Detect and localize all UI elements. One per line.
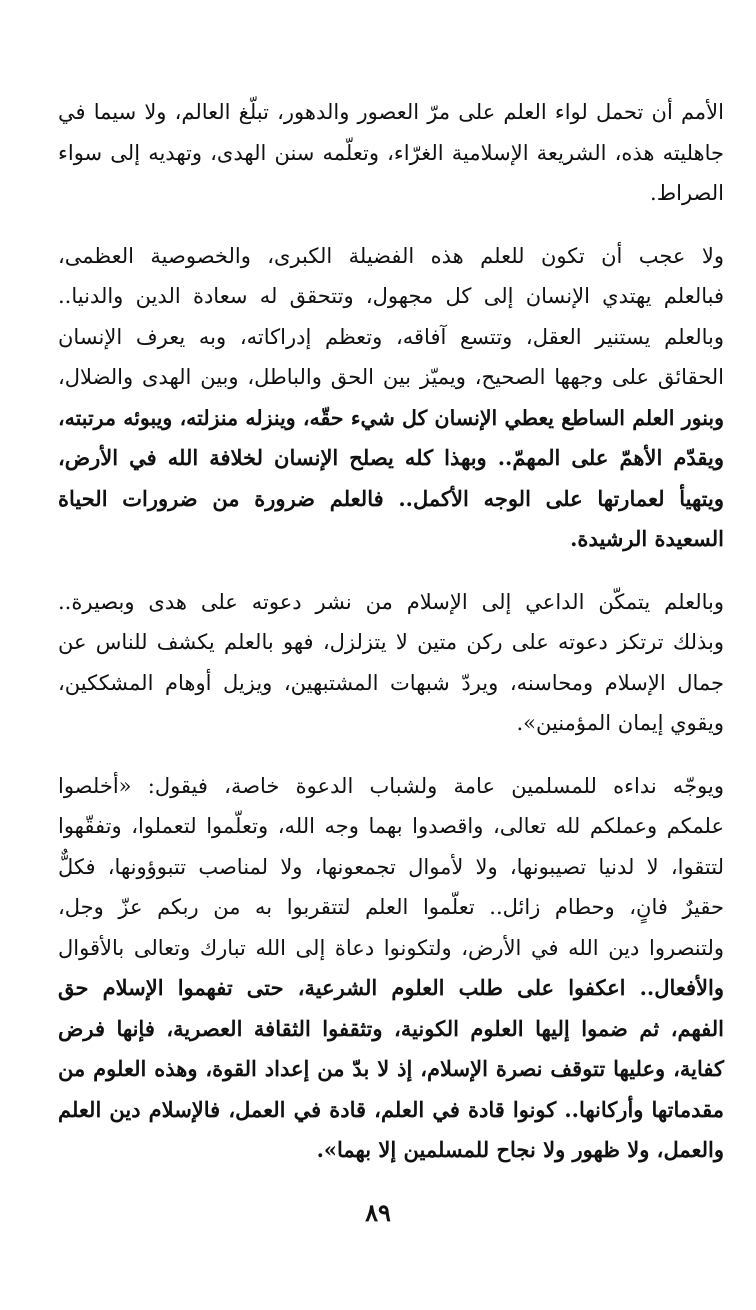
text-line: مقدماتها وأركانها.. كونوا قادة في العلم، قادة في العمل، فالإسلام دين العلم (58, 1096, 724, 1122)
text-line: وبنور العلم الساطع يعطي الإنسان كل شيء حقّه، وينزله منزلته، ويبوئه مرتبته، (58, 405, 724, 430)
page-number: ٨٩ (365, 1198, 391, 1227)
text-line: والعمل، ولا ظهور ولا نجاح للمسلمين إلا بهما». (316, 1137, 724, 1162)
text-line: الصراط. (650, 181, 724, 205)
text-line: السعيدة الرشيدة. (570, 526, 724, 551)
paragraph-4 (58, 766, 724, 1171)
text-line: علمكم وعملكم لله تعالى، واقصدوا بهما وجه الله، وتعلّموا لتعملوا، وتفقّهوا (58, 814, 724, 838)
page-body (58, 92, 724, 1193)
paragraph-1 (58, 92, 724, 214)
paragraph-3 (58, 582, 724, 744)
text-line: حقيرٌ فانٍ، وحطام زائل.. تعلّموا العلم لتتقربوا به من ربكم عزّ وجل، (58, 895, 724, 919)
text-line: جمال الإسلام ومحاسنه، ويردّ شبهات المشتبهين، ويزيل أوهام المشككين، (58, 670, 724, 695)
paragraph-2 (58, 236, 724, 560)
text-line: والأفعال.. اعكفوا على طلب العلوم الشرعية، حتى تفهموا الإسلام حق (58, 975, 724, 1000)
text-line: كفاية، وعليها تتوقف نصرة الإسلام، إذ لا بدّ من إعداد القوة، وهذه العلوم من (58, 1056, 724, 1081)
text-line: الحقائق على وجهها الصحيح، ويميّز بين الحق والباطل، وبين الهدى والضلال، (58, 365, 724, 389)
text-line: جاهليته هذه، الشريعة الإسلامية الغرّاء، وتعلّمه سنن الهدى، وتهديه إلى سواء (58, 140, 724, 165)
text-line: ويقدّم الأهمّ على المهمّ.. وبهذا كله يصلح الإنسان لخلافة الله في الأرض، (58, 445, 724, 470)
text-line: ويوجّه نداءه للمسلمين عامة ولشباب الدعوة خاصة، فيقول: «أخلصوا (58, 773, 724, 798)
text-line: ويقوي إيمان المؤمنين». (516, 711, 724, 735)
text-line: وبذلك ترتكز دعوته على ركن متين لا يتزلزل، فهو بالعلم يكشف للناس عن (58, 630, 724, 654)
text-line: وبالعلم يتمكّن الداعي إلى الإسلام من نشر دعوته على هدى وبصيرة.. (58, 589, 724, 614)
text-line: الأمم أن تحمل لواء العلم على مرّ العصور والدهور، تبلّغ العالم، ولا سيما في (58, 100, 724, 124)
text-line: الفهم، ثم ضموا إليها العلوم الكونية، وتثقفوا الثقافة العصرية، فإنها فرض (58, 1015, 724, 1041)
text-line: لتتقوا، لا لدنيا تصيبونها، ولا لأموال تجمعونها، ولا لمناصب تتبوؤونها، فكلٌّ (58, 854, 724, 879)
text-line: ويتهيأ لعمارتها على الوجه الأكمل.. فالعلم ضرورة من ضرورات الحياة (58, 485, 724, 511)
text-line: ولتنصروا دين الله في الأرض، ولتكونوا دعاة إلى الله تبارك وتعالى بالأقوال (58, 935, 724, 960)
text-line: ولا عجب أن تكون للعلم هذه الفضيلة الكبرى، والخصوصية العظمى، (58, 243, 724, 268)
text-line: وبالعلم يستنير العقل، وتتسع آفاقه، وتعظم إدراكاته، وبه يعرف الإنسان (58, 324, 724, 349)
text-line: فبالعلم يهتدي الإنسان إلى كل مجهول، وتتحقق له سعادة الدين والدنيا.. (58, 284, 724, 308)
